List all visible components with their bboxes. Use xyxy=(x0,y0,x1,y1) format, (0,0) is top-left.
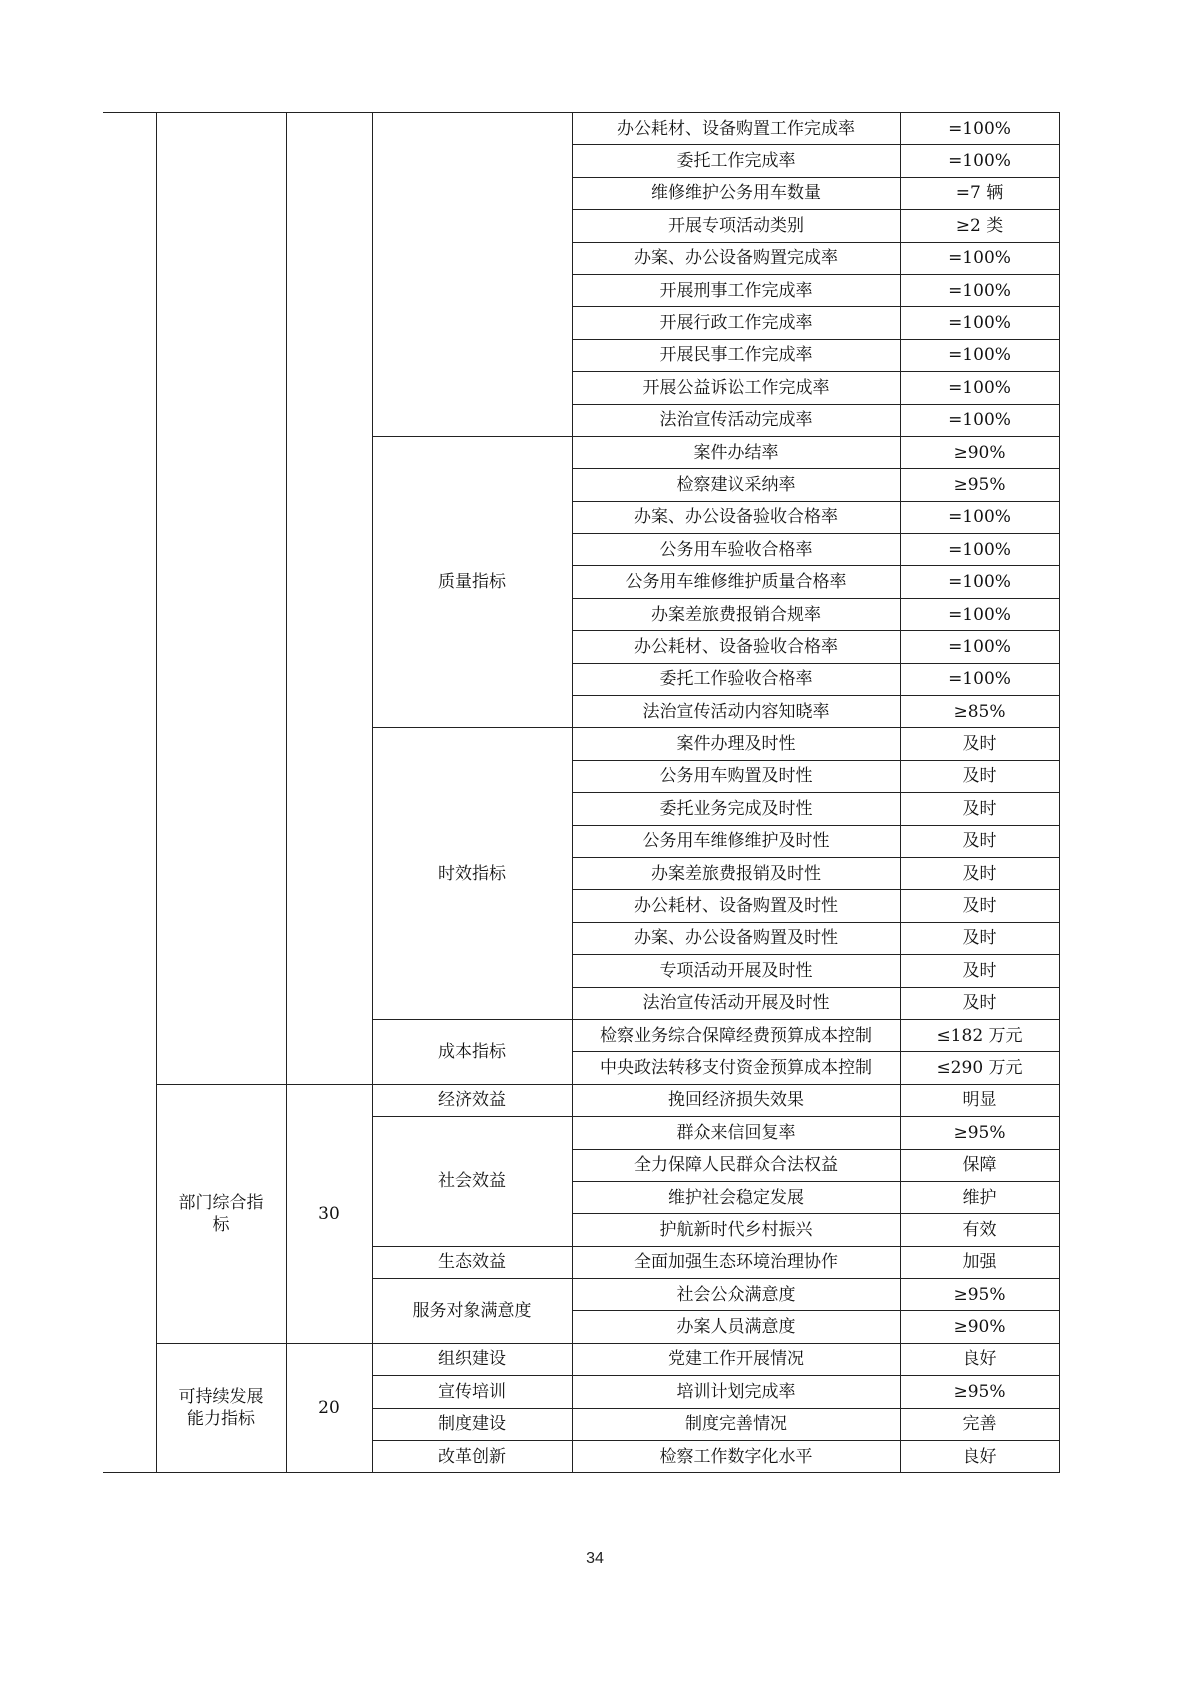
value-cell: 及时 xyxy=(900,987,1059,1019)
sustainable-title-line2: 能力指标 xyxy=(187,1409,255,1430)
indicator-cell: 培训计划完成率 xyxy=(572,1376,900,1408)
value-cell: =100% xyxy=(900,501,1059,533)
value-cell: 加强 xyxy=(900,1246,1059,1278)
indicator-cell: 挽回经济损失效果 xyxy=(572,1084,900,1116)
table-row xyxy=(103,1084,1059,1116)
economic-category-cell: 经济效益 xyxy=(372,1084,572,1116)
value-cell: ≥90% xyxy=(900,436,1059,468)
indicator-cell: 公务用车维修维护质量合格率 xyxy=(572,566,900,598)
department-title-cell xyxy=(156,1084,286,1343)
value-cell: 及时 xyxy=(900,825,1059,857)
indicator-cell: 委托工作完成率 xyxy=(572,145,900,177)
indicator-cell: 法治宣传活动完成率 xyxy=(572,404,900,436)
indicator-cell: 全面加强生态环境治理协作 xyxy=(572,1246,900,1278)
category-cell: 制度建设 xyxy=(372,1408,572,1440)
indicator-cell: 案件办理及时性 xyxy=(572,728,900,760)
department-score-cell: 30 xyxy=(286,1084,372,1343)
department-title-line2: 标 xyxy=(212,1214,230,1235)
value-cell: 及时 xyxy=(900,955,1059,987)
cost-category-cell: 成本指标 xyxy=(372,1019,572,1084)
indicator-cell: 检察工作数字化水平 xyxy=(572,1441,900,1473)
value-cell: =100% xyxy=(900,566,1059,598)
indicator-cell: 开展民事工作完成率 xyxy=(572,339,900,371)
value-cell: =100% xyxy=(900,598,1059,630)
indicator-cell: 法治宣传活动内容知晓率 xyxy=(572,696,900,728)
output-score-cell xyxy=(286,113,372,1085)
indicator-cell: 检察业务综合保障经费预算成本控制 xyxy=(572,1019,900,1051)
value-cell: 明显 xyxy=(900,1084,1059,1116)
value-cell: 及时 xyxy=(900,760,1059,792)
value-cell: =100% xyxy=(900,404,1059,436)
category-cell: 改革创新 xyxy=(372,1441,572,1473)
department-title-line1: 部门综合指 xyxy=(178,1192,264,1213)
indicator-cell: 专项活动开展及时性 xyxy=(572,955,900,987)
quantity-category-cell xyxy=(372,113,572,437)
value-cell: 维护 xyxy=(900,1181,1059,1213)
value-cell: ≥90% xyxy=(900,1311,1059,1343)
value-cell: 良好 xyxy=(900,1343,1059,1375)
indicator-cell: 委托业务完成及时性 xyxy=(572,793,900,825)
indicator-cell: 开展公益诉讼工作完成率 xyxy=(572,372,900,404)
value-cell: 及时 xyxy=(900,793,1059,825)
indicator-cell: 公务用车维修维护及时性 xyxy=(572,825,900,857)
value-cell: 及时 xyxy=(900,890,1059,922)
value-cell: 保障 xyxy=(900,1149,1059,1181)
indicator-cell: 中央政法转移支付资金预算成本控制 xyxy=(572,1052,900,1084)
table-row xyxy=(103,113,1059,145)
indicator-cell: 维修维护公务用车数量 xyxy=(572,177,900,209)
value-cell: ≥95% xyxy=(900,1279,1059,1311)
value-cell: ≤182 万元 xyxy=(900,1019,1059,1051)
indicator-cell: 公务用车验收合格率 xyxy=(572,534,900,566)
category-cell: 组织建设 xyxy=(372,1343,572,1375)
indicator-cell: 开展行政工作完成率 xyxy=(572,307,900,339)
output-title-cell xyxy=(156,113,286,1085)
table-row xyxy=(103,1343,1059,1375)
value-cell: =100% xyxy=(900,631,1059,663)
value-cell: =100% xyxy=(900,372,1059,404)
indicator-cell: 办公耗材、设备购置工作完成率 xyxy=(572,113,900,145)
indicator-cell: 办案差旅费报销合规率 xyxy=(572,598,900,630)
indicator-cell: 办案人员满意度 xyxy=(572,1311,900,1343)
value-cell: ≥85% xyxy=(900,696,1059,728)
value-cell: =100% xyxy=(900,339,1059,371)
indicator-cell: 委托工作验收合格率 xyxy=(572,663,900,695)
indicator-cell: 办案、办公设备验收合格率 xyxy=(572,501,900,533)
indicator-cell: 案件办结率 xyxy=(572,436,900,468)
value-cell: =7 辆 xyxy=(900,177,1059,209)
value-cell: 及时 xyxy=(900,857,1059,889)
indicator-cell: 办公耗材、设备购置及时性 xyxy=(572,890,900,922)
value-cell: =100% xyxy=(900,145,1059,177)
indicator-cell: 维护社会稳定发展 xyxy=(572,1181,900,1213)
social-category-cell: 社会效益 xyxy=(372,1117,572,1247)
value-cell: ≤290 万元 xyxy=(900,1052,1059,1084)
ecological-category-cell: 生态效益 xyxy=(372,1246,572,1278)
satisfaction-category-cell: 服务对象满意度 xyxy=(372,1279,572,1344)
indicator-cell: 公务用车购置及时性 xyxy=(572,760,900,792)
page-number: 34 xyxy=(586,1550,604,1567)
indicator-cell: 办案差旅费报销及时性 xyxy=(572,857,900,889)
value-cell: 良好 xyxy=(900,1441,1059,1473)
indicator-cell: 全力保障人民群众合法权益 xyxy=(572,1149,900,1181)
indicator-cell: 办公耗材、设备验收合格率 xyxy=(572,631,900,663)
indicator-cell: 制度完善情况 xyxy=(572,1408,900,1440)
value-cell: =100% xyxy=(900,307,1059,339)
indicator-cell: 法治宣传活动开展及时性 xyxy=(572,987,900,1019)
value-cell: =100% xyxy=(900,274,1059,306)
indicator-cell: 群众来信回复率 xyxy=(572,1117,900,1149)
category-cell: 宣传培训 xyxy=(372,1376,572,1408)
value-cell: ≥95% xyxy=(900,1117,1059,1149)
indicator-cell: 办案、办公设备购置完成率 xyxy=(572,242,900,274)
value-cell: 有效 xyxy=(900,1214,1059,1246)
blank-col-cell xyxy=(103,113,156,1473)
value-cell: 及时 xyxy=(900,922,1059,954)
value-cell: ≥95% xyxy=(900,1376,1059,1408)
value-cell: 及时 xyxy=(900,728,1059,760)
indicator-cell: 开展专项活动类别 xyxy=(572,210,900,242)
indicator-cell: 党建工作开展情况 xyxy=(572,1343,900,1375)
value-cell: =100% xyxy=(900,534,1059,566)
timeliness-category-cell: 时效指标 xyxy=(372,728,572,1020)
quality-category-cell: 质量指标 xyxy=(372,436,572,728)
indicator-cell: 开展刑事工作完成率 xyxy=(572,274,900,306)
value-cell: =100% xyxy=(900,113,1059,145)
sustainable-score-cell: 20 xyxy=(286,1343,372,1473)
sustainable-title-line1: 可持续发展 xyxy=(178,1387,264,1408)
indicator-cell: 办案、办公设备购置及时性 xyxy=(572,922,900,954)
value-cell: =100% xyxy=(900,242,1059,274)
value-cell: 完善 xyxy=(900,1408,1059,1440)
value-cell: ≥95% xyxy=(900,469,1059,501)
sustainable-title-cell xyxy=(156,1343,286,1473)
indicator-cell: 检察建议采纳率 xyxy=(572,469,900,501)
value-cell: =100% xyxy=(900,663,1059,695)
indicator-cell: 社会公众满意度 xyxy=(572,1279,900,1311)
indicator-cell: 护航新时代乡村振兴 xyxy=(572,1214,900,1246)
value-cell: ≥2 类 xyxy=(900,210,1059,242)
indicator-table xyxy=(103,112,1060,1473)
